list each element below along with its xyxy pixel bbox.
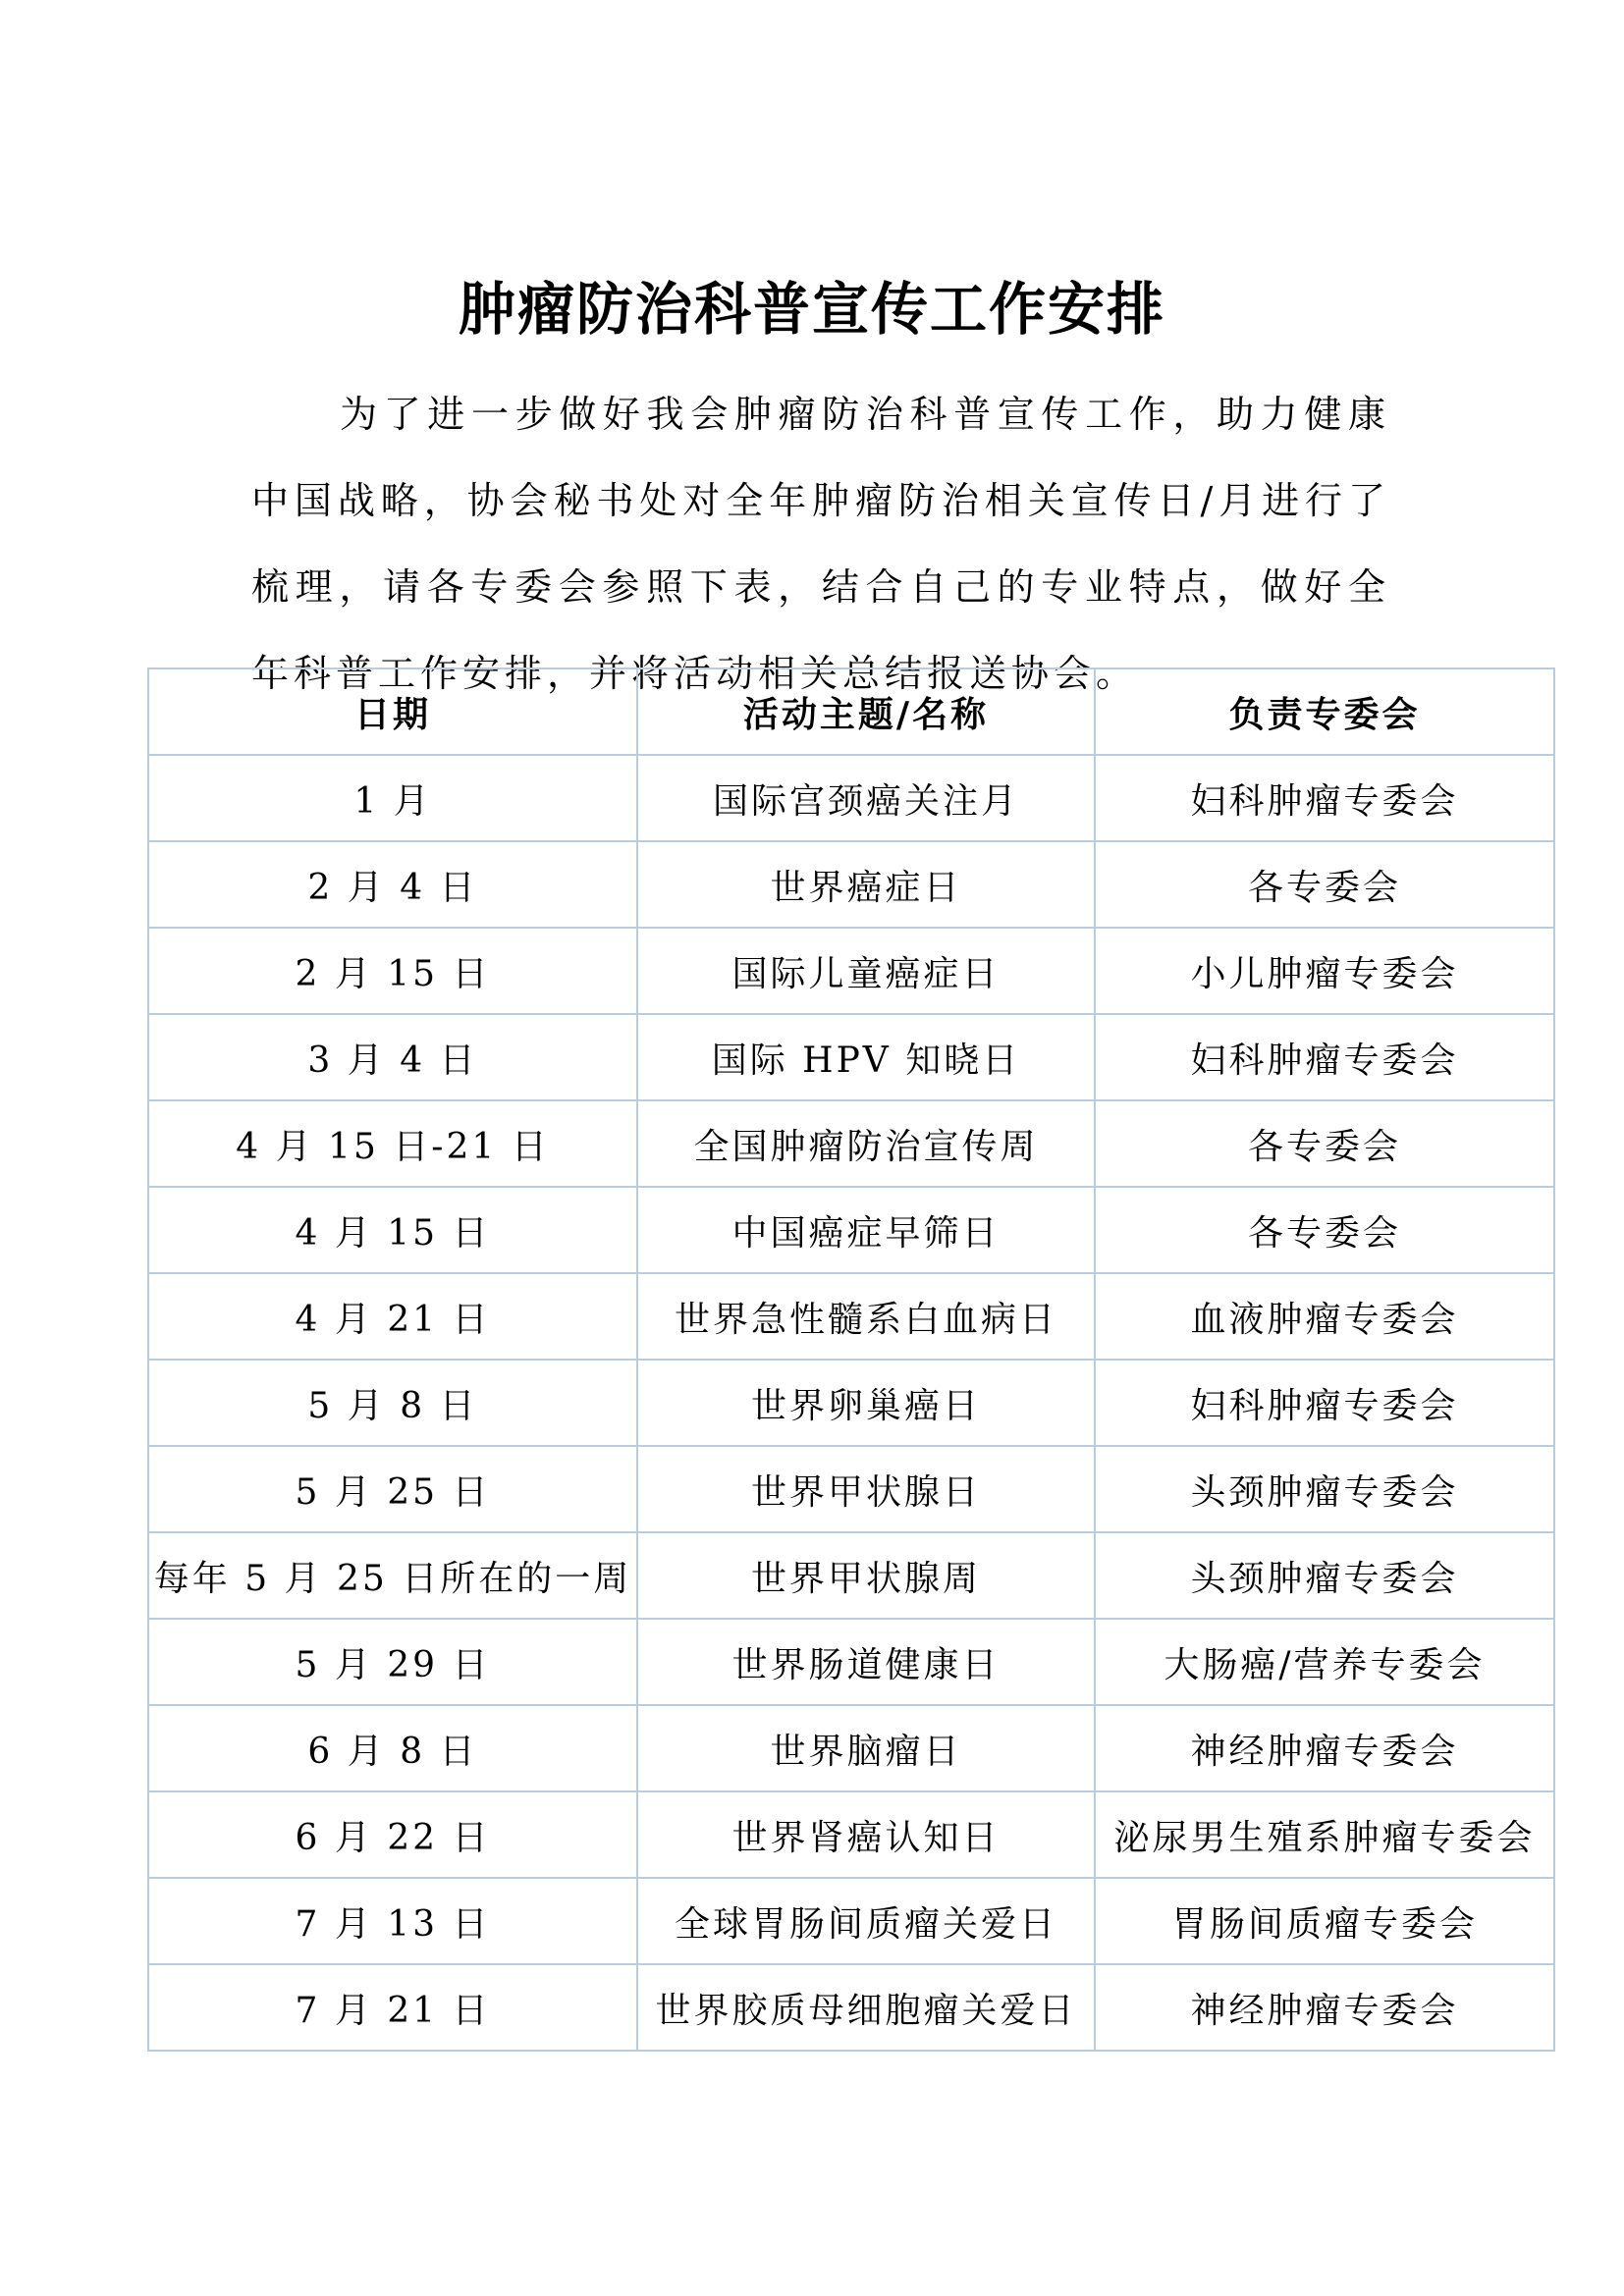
table-row [148,1100,1554,1187]
cell-date: 每年 5 月 25 日所在的一周 [148,1532,637,1619]
cell-committee: 妇科肿瘤专委会 [1095,1360,1554,1446]
cell-date: 4 月 15 日-21 日 [148,1100,637,1187]
cell-committee: 各专委会 [1095,841,1554,928]
cell-activity: 世界肾癌认知日 [637,1791,1095,1878]
cell-activity: 中国癌症早筛日 [637,1187,1095,1273]
cell-activity: 世界肠道健康日 [637,1619,1095,1705]
header-committee: 负责专委会 [1095,668,1554,755]
table-row [148,1878,1554,1964]
cell-date: 5 月 25 日 [148,1446,637,1532]
cell-activity: 世界卵巢癌日 [637,1360,1095,1446]
schedule-table [147,667,1555,2052]
cell-committee: 胃肠间质瘤专委会 [1095,1878,1554,1964]
table-row [148,1187,1554,1273]
cell-committee: 头颈肿瘤专委会 [1095,1532,1554,1619]
cell-activity: 国际儿童癌症日 [637,928,1095,1014]
cell-committee: 妇科肿瘤专委会 [1095,755,1554,841]
cell-committee: 各专委会 [1095,1187,1554,1273]
table-row [148,841,1554,928]
cell-date: 7 月 13 日 [148,1878,637,1964]
cell-date: 4 月 15 日 [148,1187,637,1273]
cell-activity: 世界甲状腺周 [637,1532,1095,1619]
cell-date: 2 月 15 日 [148,928,637,1014]
table-row [148,1964,1554,2051]
header-date: 日期 [148,668,637,755]
cell-date: 6 月 8 日 [148,1705,637,1791]
cell-activity: 全国肿瘤防治宣传周 [637,1100,1095,1187]
cell-committee: 妇科肿瘤专委会 [1095,1014,1554,1100]
cell-activity: 国际宫颈癌关注月 [637,755,1095,841]
table-row [148,1273,1554,1360]
table-body [148,755,1554,2051]
table-row [148,1705,1554,1791]
header-row [148,668,1554,755]
cell-committee: 头颈肿瘤专委会 [1095,1446,1554,1532]
intro-paragraph: 为了进一步做好我会肿瘤防治科普宣传工作，助力健康中国战略，协会秘书处对全年肿瘤防治相关宣传日/月进行了梳理，请各专委会参照下表，结合自己的专业特点，做好全年科普工作安排，并将活动相关总结报送协会。 [251,393,1390,695]
cell-committee: 血液肿瘤专委会 [1095,1273,1554,1360]
cell-date: 6 月 22 日 [148,1791,637,1878]
cell-activity: 世界甲状腺日 [637,1446,1095,1532]
table-row [148,928,1554,1014]
cell-committee: 神经肿瘤专委会 [1095,1705,1554,1791]
table-row [148,1360,1554,1446]
table-row [148,1446,1554,1532]
cell-committee: 神经肿瘤专委会 [1095,1964,1554,2051]
cell-activity: 全球胃肠间质瘤关爱日 [637,1878,1095,1964]
table-row [148,1619,1554,1705]
cell-activity: 世界急性髓系白血病日 [637,1273,1095,1360]
cell-activity: 世界癌症日 [637,841,1095,928]
table-row [148,1532,1554,1619]
cell-activity: 世界脑瘤日 [637,1705,1095,1791]
cell-date: 4 月 21 日 [148,1273,637,1360]
cell-date: 7 月 21 日 [148,1964,637,2051]
cell-date: 5 月 8 日 [148,1360,637,1446]
cell-date: 2 月 4 日 [148,841,637,928]
cell-date: 1 月 [148,755,637,841]
header-activity: 活动主题/名称 [637,668,1095,755]
table-header [148,668,1554,755]
cell-committee: 大肠癌/营养专委会 [1095,1619,1554,1705]
table-row [148,755,1554,841]
cell-activity: 世界胶质母细胞瘤关爱日 [637,1964,1095,2051]
cell-committee: 泌尿男生殖系肿瘤专委会 [1095,1791,1554,1878]
cell-activity: 国际 HPV 知晓日 [637,1014,1095,1100]
cell-committee: 小儿肿瘤专委会 [1095,928,1554,1014]
cell-date: 3 月 4 日 [148,1014,637,1100]
table-row [148,1791,1554,1878]
page-title: 肿瘤防治科普宣传工作安排 [458,275,1165,343]
cell-committee: 各专委会 [1095,1100,1554,1187]
table-row [148,1014,1554,1100]
cell-date: 5 月 29 日 [148,1619,637,1705]
